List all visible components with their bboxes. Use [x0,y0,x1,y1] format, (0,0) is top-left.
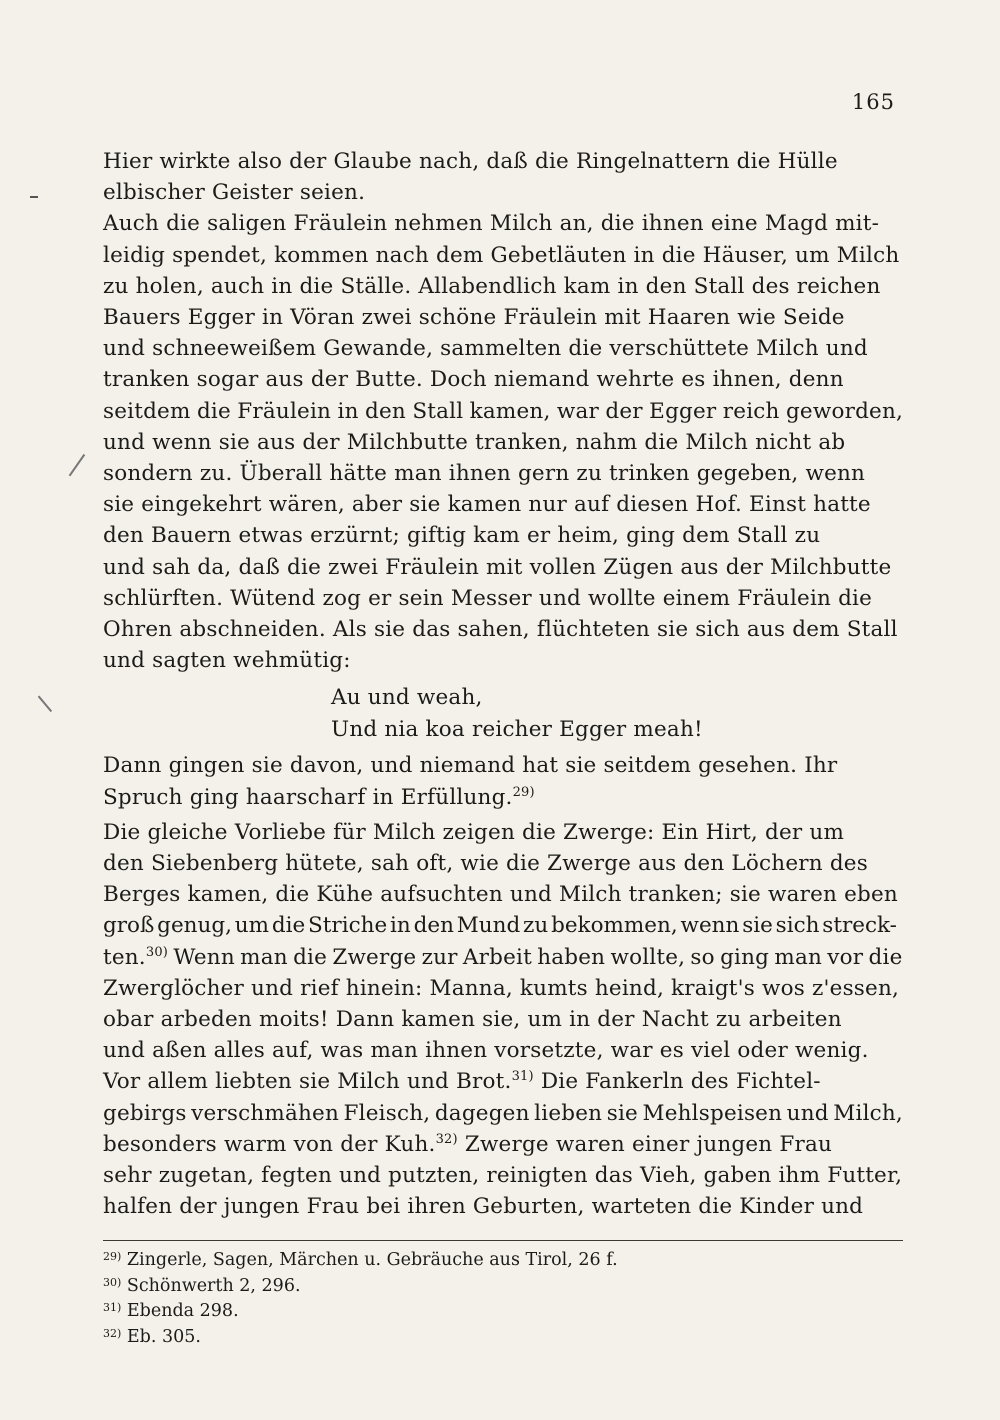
text-line: Die gleiche Vorliebe für Milch zeigen die Zwerge: Ein Hirt, der um [103,819,845,845]
text-line: halfen der jungen Frau bei ihren Geburten, warteten die Kinder und [103,1194,864,1220]
text-line: elbischer Geister seien. [103,180,366,206]
footnote-number: 32) [103,1326,122,1340]
footnote [103,1246,903,1272]
footnote-ref: 29) [512,784,535,800]
verse-line: Und nia koa reicher Egger meah! [331,717,703,743]
text-segment: Spruch ging haarscharf in Erfüllung. [103,784,513,810]
paragraph [103,146,903,208]
text-line: seitdem die Fräulein in den Stall kamen, war der Egger reich geworden, [103,398,904,424]
text-line: und wenn sie aus der Milchbutte tranken, nahm die Milch nicht ab [103,429,846,455]
text-line: und sagten wehmütig: [103,648,351,674]
verse-line: Au und weah, [331,685,483,711]
margin-mark [38,696,52,712]
margin-mark [69,454,85,476]
text-line: zu holen, auch in die Ställe. Allabendlich kam in den Stall des reichen [103,273,881,299]
text-line: Zwerglöcher und rief hinein: Manna, kumts heind, kraigt's wos z'essen, [103,975,900,1001]
text-segment: Vor allem liebten sie Milch und Brot. [103,1069,512,1095]
text-line [103,942,903,973]
footnote-number: 30) [103,1275,122,1289]
text-line: sie eingekehrt wären, aber sie kamen nur auf diesen Hof. Einst hatte [103,492,871,518]
text-line: tranken sogar aus der Butte. Doch niemand wehrte es ihnen, denn [103,367,844,393]
footnote-divider [103,1240,903,1241]
footnote-ref: 32) [435,1131,458,1147]
text-line: obar arbeden moits! Dann kamen sie, um in der Nacht zu arbeiten [103,1007,842,1033]
verse [103,682,903,746]
text-line [103,782,903,813]
text-line: und aßen alles auf, was man ihnen vorsetzte, war es viel oder wenig. [103,1038,869,1064]
text-segment: Wenn man die Zwerge zur Arbeit haben wollte, so ging man vor die [168,944,903,970]
text-segment: Zwerge waren einer jungen Frau [457,1131,833,1157]
text-line: und schneeweißem Gewande, sammelten die verschüttete Milch und [103,336,868,362]
margin-mark [30,196,38,198]
footnote-number: 29) [103,1250,122,1263]
text-line: sehr zugetan, fegten und putzten, reinigten das Vieh, gaben ihm Futter, [103,1163,903,1189]
text-line: und sah da, daß die zwei Fräulein mit vollen Zügen aus der Milchbutte [103,554,892,580]
text-line: schlürften. Wütend zog er sein Messer und wollte einem Fräulein die [103,585,873,611]
footnote-ref: 30) [145,944,169,960]
footnote-text: Ebenda 298. [121,1301,239,1321]
text-line: Ohren abschneiden. Als sie das sahen, flüchteten sie sich aus dem Stall [103,617,898,643]
paragraph [103,208,903,676]
footnote-text: Eb. 305. [121,1326,201,1347]
text-segment: Die Fankerln des Fichtel- [533,1069,821,1095]
page-number: 165 [851,90,895,114]
footnote-text: Schönwerth 2, 296. [121,1275,301,1296]
text-segment: besonders warm von der Kuh. [103,1131,436,1157]
text-line: Hier wirkte also der Glaube nach, daß die Ringelnattern die Hülle [103,149,838,174]
body-text [103,146,903,1223]
text-line: Berges kamen, die Kühe aufsuchten und Milch tranken; sie waren eben [103,882,898,908]
text-line: den Siebenberg hütete, sah oft, wie die Zwerge aus den Löchern des [103,851,868,877]
text-line: sondern zu. Überall hätte man ihnen gern zu trinken gegeben, wenn [103,461,866,487]
text-line [103,1066,903,1097]
text-segment: ten. [103,944,146,970]
paragraph [103,817,903,1223]
footnote-number: 31) [103,1301,122,1314]
text-line: gebirgs verschmähen Fleisch, dagegen lieben sie Mehlspeisen und Milch, [103,1100,903,1126]
text-line: Dann gingen sie davon, und niemand hat sie seitdem gesehen. Ihr [103,753,838,779]
footnote [103,1272,903,1298]
footnote [103,1323,903,1349]
text-line: Bauers Egger in Vöran zwei schöne Fräulein mit Haaren wie Seide [103,305,845,331]
footnotes [103,1246,903,1348]
text-line: den Bauern etwas erzürnt; giftig kam er heim, ging dem Stall zu [103,523,821,549]
paragraph [103,750,903,812]
text-line [103,1129,903,1160]
footnote-text: Zingerle, Sagen, Märchen u. Gebräuche aus Tirol, 26 f. [121,1250,618,1270]
footnote [103,1297,903,1323]
text-line: groß genug, um die Striche in den Mund zu bekommen, wenn sie sich streck- [103,913,897,939]
text-line: Auch die saligen Fräulein nehmen Milch an, die ihnen eine Magd mit- [103,211,880,237]
footnote-ref: 31) [511,1069,534,1085]
text-line: leidig spendet, kommen nach dem Gebetläuten in die Häuser, um Milch [103,242,900,268]
